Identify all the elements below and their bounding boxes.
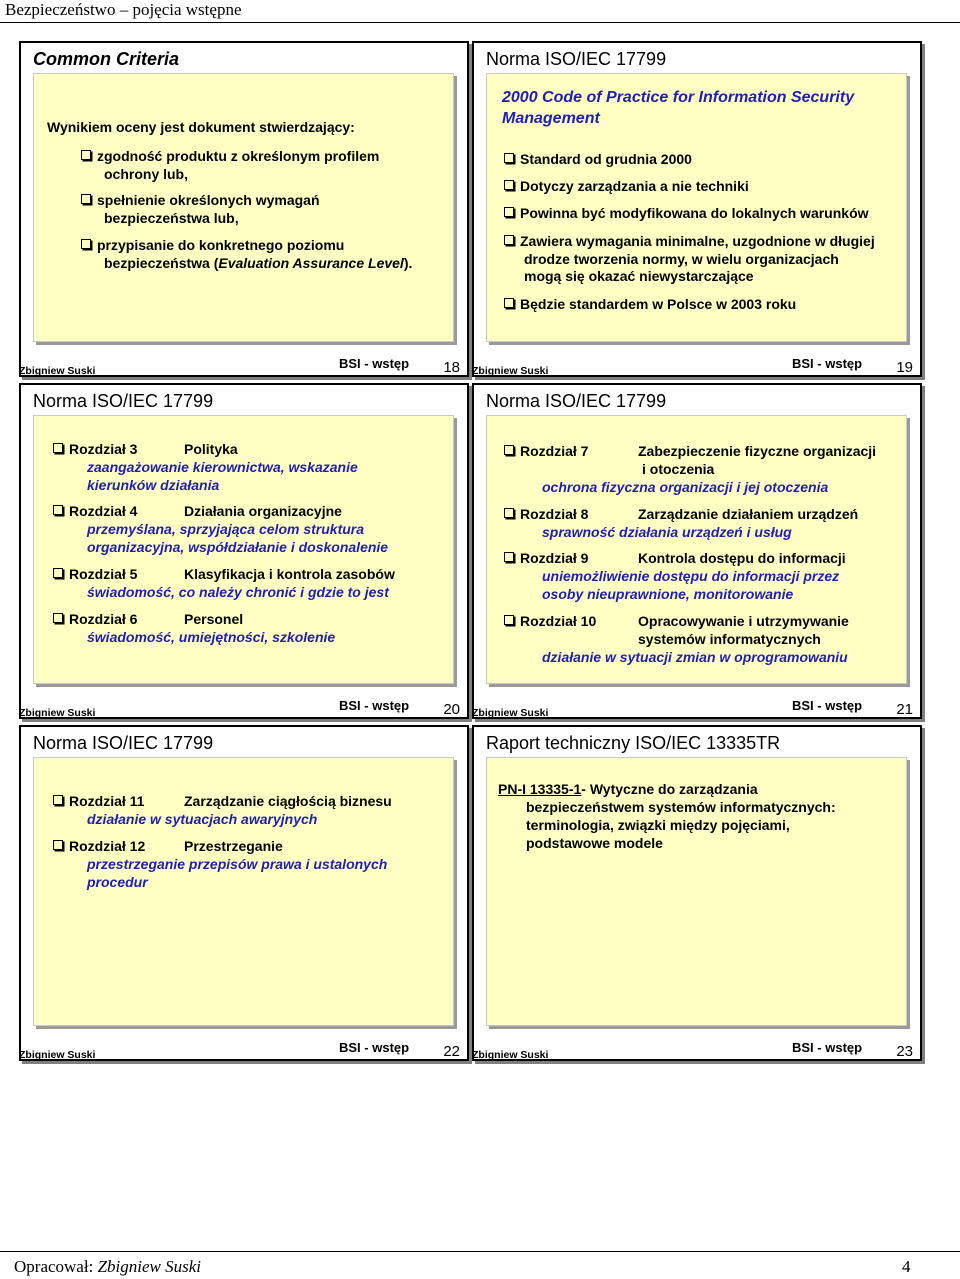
slide-author: Zbigniew Suski [19, 365, 96, 377]
chapter-desc: organizacyjna, współdziałanie i doskonalenie [87, 539, 389, 555]
slide-panel [486, 415, 907, 684]
checkbox-bullet-icon [504, 508, 514, 518]
chapter-item: Rozdział 6 [53, 610, 137, 628]
slide-title: Norma ISO/IEC 17799 [33, 391, 214, 411]
slide-author: Zbigniew Suski [472, 707, 549, 719]
slide-19 [472, 41, 922, 377]
checkbox-bullet-icon [81, 194, 91, 204]
slide-number: 23 [896, 1043, 913, 1060]
checkbox-bullet-icon [504, 207, 514, 217]
slide-title: Norma ISO/IEC 17799 [486, 49, 667, 69]
slide-panel [33, 757, 454, 1026]
chapter-desc: osoby nieuprawnione, monitorowanie [542, 586, 794, 602]
intro-text: Wynikiem oceny jest dokument stwierdzający: [47, 119, 355, 135]
bullet-item: Standard od grudnia 2000 [504, 150, 692, 168]
checkbox-bullet-icon [504, 153, 514, 163]
slide-panel [486, 73, 907, 342]
chapter-desc: kierunków działania [87, 477, 220, 493]
checkbox-bullet-icon [53, 840, 63, 850]
slide-number: 18 [443, 359, 460, 376]
chapter-item: Rozdział 10 [504, 612, 596, 630]
chapter-name: Opracowywanie i utrzymywanie [638, 613, 849, 629]
chapter-item: Rozdział 11 [53, 792, 144, 810]
chapter-item: Rozdział 9 [504, 549, 588, 567]
checkbox-bullet-icon [504, 298, 514, 308]
chapter-name-cont: systemów informatycznych [638, 631, 821, 647]
slide-number: 20 [443, 701, 460, 718]
slide-18 [19, 41, 469, 377]
checkbox-bullet-icon [53, 443, 63, 453]
chapter-desc: działanie w sytuacjach awaryjnych [87, 811, 318, 827]
header-rule [0, 22, 960, 23]
chapter-name-cont: i otoczenia [642, 461, 715, 477]
page-footer: Opracował: Zbigniew Suski [14, 1257, 201, 1276]
checkbox-bullet-icon [504, 445, 514, 455]
bullet-item-cont: bezpieczeństwa lub, [104, 210, 239, 226]
checkbox-bullet-icon [81, 239, 91, 249]
report-text: bezpieczeństwem systemów informatycznych: [526, 799, 836, 815]
bullet-item-cont: ochrony lub, [104, 166, 188, 182]
chapter-item: Rozdział 8 [504, 505, 588, 523]
page-number: 4 [902, 1257, 911, 1276]
report-code: PN-I 13335-1 [498, 781, 582, 797]
chapter-name: Kontrola dostępu do informacji [638, 550, 846, 566]
bullet-item: Zawiera wymagania minimalne, uzgodnione w długiej [504, 232, 875, 250]
chapter-desc: przestrzeganie przepisów prawa i ustalonych [87, 856, 388, 872]
bullet-item: Dotyczy zarządzania a nie techniki [504, 177, 749, 195]
footer-rule [0, 1251, 960, 1252]
report-code-line: PN-I 13335-1- Wytyczne do zarządzania [498, 781, 758, 797]
checkbox-bullet-icon [53, 505, 63, 515]
bullet-item-cont: drodze tworzenia normy, w wielu organizacjach [524, 251, 839, 267]
slide-title: Norma ISO/IEC 17799 [33, 733, 214, 753]
slide-course: BSI - wstęp [792, 356, 863, 371]
chapter-item: Rozdział 5 [53, 565, 137, 583]
chapter-name: Zabezpieczenie fizyczne organizacji [638, 443, 877, 459]
slide-panel [486, 757, 907, 1026]
slide-author: Zbigniew Suski [19, 707, 96, 719]
slide-panel [33, 415, 454, 684]
chapter-desc: procedur [87, 874, 148, 890]
checkbox-bullet-icon [81, 150, 91, 160]
chapter-desc: świadomość, umiejętności, szkolenie [87, 629, 336, 645]
slide-course: BSI - wstęp [792, 698, 863, 713]
chapter-name: Klasyfikacja i kontrola zasobów [184, 566, 395, 582]
slide-heading-cont: Management [502, 110, 600, 127]
bullet-item: Powinna być modyfikowana do lokalnych warunków [504, 204, 869, 222]
footer-author: Zbigniew Suski [97, 1257, 201, 1276]
checkbox-bullet-icon [53, 795, 63, 805]
slide-author: Zbigniew Suski [19, 1049, 96, 1061]
slide-21 [472, 383, 922, 719]
slide-title: Common Criteria [33, 49, 180, 69]
chapter-item: Rozdział 3 [53, 440, 137, 458]
chapter-name: Zarządzanie działaniem urządzeń [638, 506, 859, 522]
chapter-desc: uniemożliwienie dostępu do informacji przez [542, 568, 840, 584]
report-text: terminologia, związki między pojęciami, [526, 817, 790, 833]
slide-author: Zbigniew Suski [472, 1049, 549, 1061]
chapter-item: Rozdział 7 [504, 442, 588, 460]
slide-course: BSI - wstęp [339, 1040, 410, 1055]
chapter-name: Zarządzanie ciągłością biznesu [184, 793, 392, 809]
slide-course: BSI - wstęp [339, 356, 410, 371]
slide-course: BSI - wstęp [792, 1040, 863, 1055]
slide-course: BSI - wstęp [339, 698, 410, 713]
chapter-item: Rozdział 12 [53, 837, 145, 855]
bullet-item: Będzie standardem w Polsce w 2003 roku [504, 295, 796, 313]
report-text: podstawowe modele [526, 835, 663, 851]
chapter-name: Działania organizacyjne [184, 503, 342, 519]
chapter-desc: przemyślana, sprzyjająca celom struktura [87, 521, 365, 537]
chapter-desc: sprawność działania urządzeń i usług [542, 524, 792, 540]
slide-title: Norma ISO/IEC 17799 [486, 391, 667, 411]
slide-author: Zbigniew Suski [472, 365, 549, 377]
page-header: Bezpieczeństwo – pojęcia wstępne [5, 0, 242, 19]
italic-term: Evaluation Assurance Level [218, 255, 404, 271]
slide-panel [33, 73, 454, 342]
chapter-desc: zaangażowanie kierownictwa, wskazanie [87, 459, 358, 475]
slide-number: 19 [896, 359, 913, 376]
bullet-item-cont: bezpieczeństwa (Evaluation Assurance Level). [104, 255, 413, 271]
slide-number: 22 [443, 1043, 460, 1060]
checkbox-bullet-icon [504, 552, 514, 562]
bullet-item-cont: mogą się okazać niewystarczające [524, 268, 754, 284]
checkbox-bullet-icon [504, 235, 514, 245]
chapter-desc: świadomość, co należy chronić i gdzie to jest [87, 584, 389, 600]
chapter-name: Polityka [184, 441, 238, 457]
slide-20 [19, 383, 469, 719]
slide-number: 21 [896, 701, 913, 718]
chapter-desc: ochrona fizyczna organizacji i jej otoczenia [542, 479, 829, 495]
chapter-desc: działanie w sytuacji zmian w oprogramowaniu [542, 649, 848, 665]
slide-23 [472, 725, 922, 1061]
checkbox-bullet-icon [53, 568, 63, 578]
chapter-name: Personel [184, 611, 244, 627]
checkbox-bullet-icon [53, 613, 63, 623]
bullet-item: zgodność produktu z określonym profilem [81, 147, 379, 165]
slide-22 [19, 725, 469, 1061]
slide-heading: 2000 Code of Practice for Information Security [502, 89, 855, 106]
checkbox-bullet-icon [504, 615, 514, 625]
slide-title: Raport techniczny ISO/IEC 13335TR [486, 733, 781, 753]
bullet-item: przypisanie do konkretnego poziomu [81, 236, 344, 254]
bullet-item: spełnienie określonych wymagań [81, 191, 320, 209]
checkbox-bullet-icon [504, 180, 514, 190]
chapter-item: Rozdział 4 [53, 502, 137, 520]
chapter-name: Przestrzeganie [184, 838, 283, 854]
